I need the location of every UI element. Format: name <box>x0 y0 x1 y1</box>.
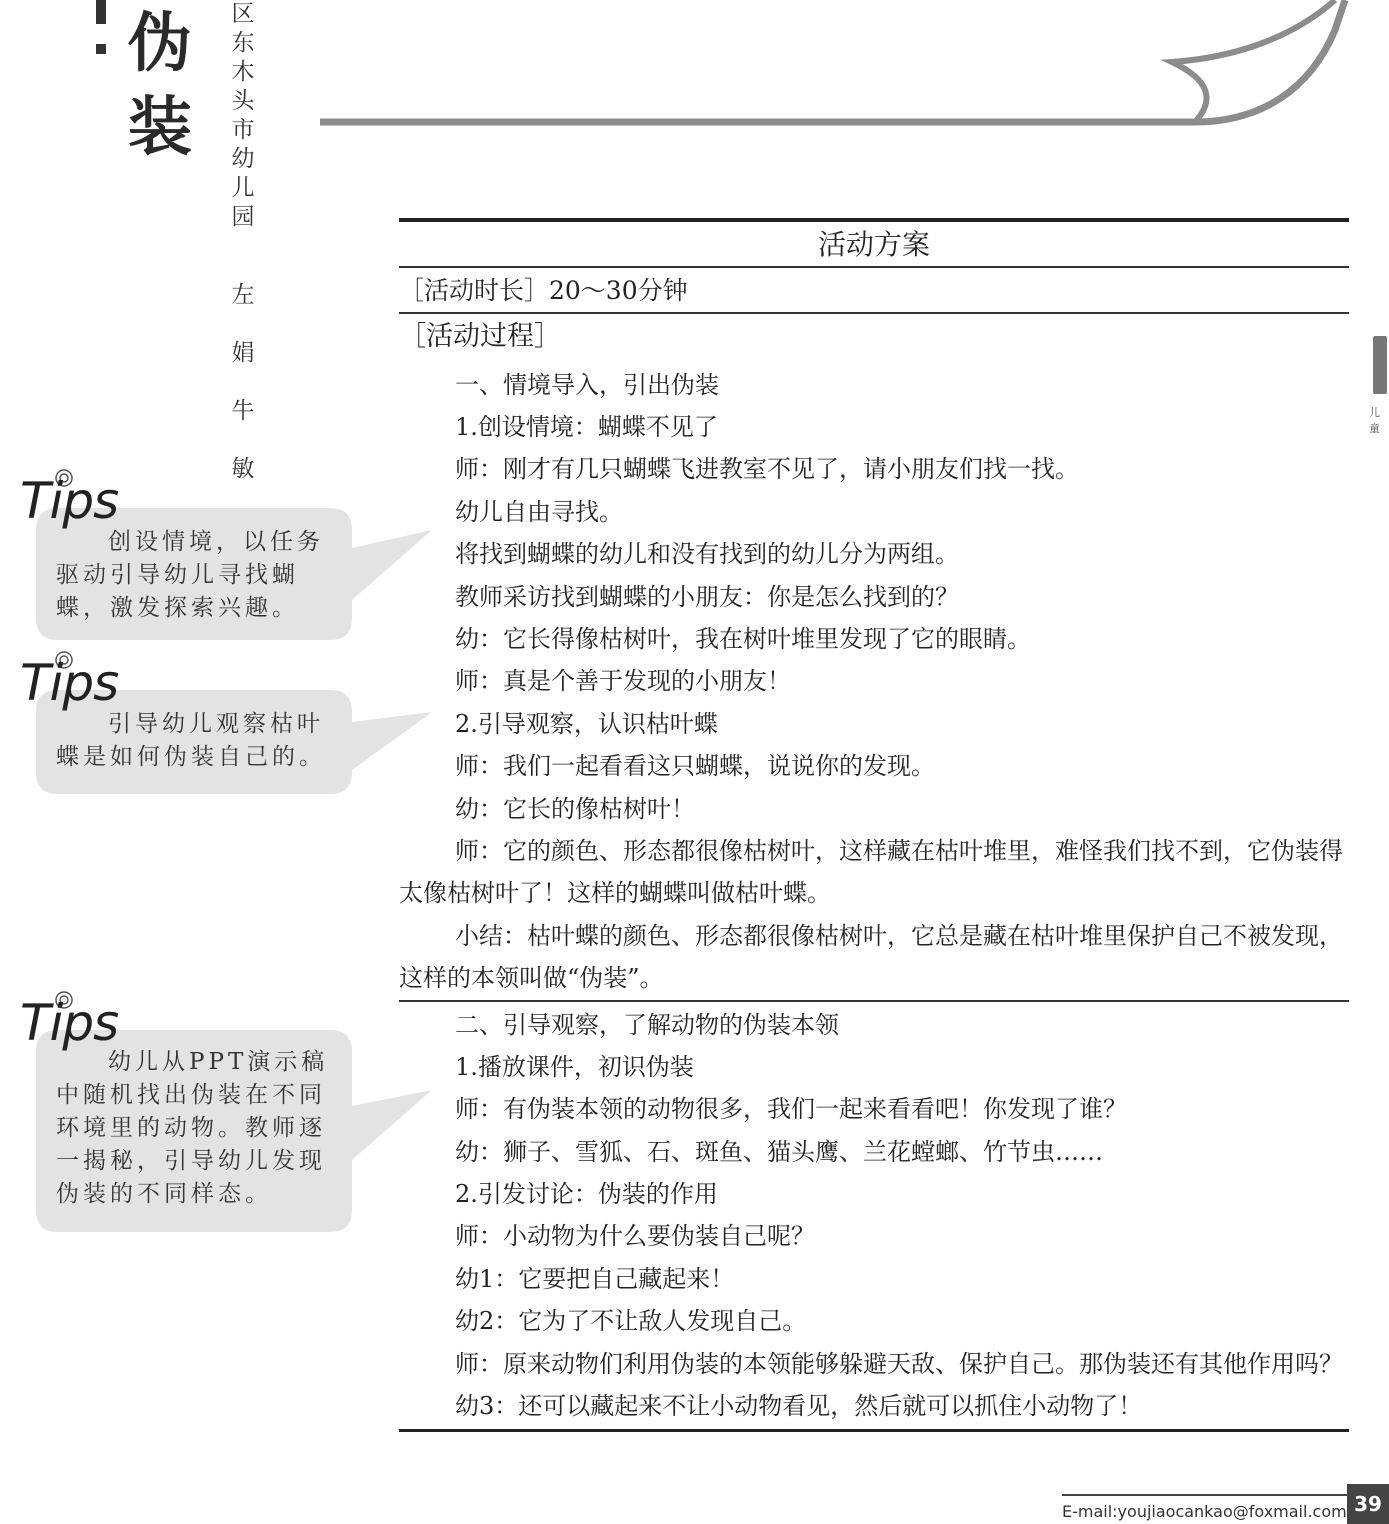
tips-callout-1 <box>20 472 352 640</box>
tips-text: 创设情境，以任务驱动引导幼儿寻找蝴蝶，激发探索兴趣。 <box>56 529 324 621</box>
paragraph-line: 幼儿自由寻找。 <box>455 497 623 526</box>
paragraph-line: 师：小动物为什么要伪装自己呢？ <box>455 1222 815 1251</box>
page-number: 39 <box>1347 1484 1389 1524</box>
paragraph-line: 幼3：还可以藏起来不让小动物看见，然后就可以抓住小动物了！ <box>455 1391 1143 1420</box>
author-org-char: 市 <box>231 117 255 143</box>
author-name-char: 左 <box>231 282 255 308</box>
author-column <box>228 0 258 498</box>
bottom-rule <box>399 1429 1349 1432</box>
author-gap <box>228 232 258 266</box>
section-1-title: 一、情境导入，引出伪装 <box>455 371 719 399</box>
author-org-char: 幼 <box>231 146 255 172</box>
tips-text: 引导幼儿观察枯叶蝶是如何伪装自己的。 <box>56 711 326 770</box>
paragraph: 师：原来动物们利用伪装的本领能够躲避天敌、保护自己。那伪装还有其他作用吗？ <box>455 1349 1343 1378</box>
paragraph-line: 2.引导观察，认识枯叶蝶 <box>455 709 718 738</box>
paragraph-line: 教师采访找到蝴蝶的小朋友：你是怎么找到的？ <box>455 582 959 611</box>
paragraph-line: 师：我们一起看看这只蝴蝶，说说你的发现。 <box>455 752 935 781</box>
author-org-char: 东 <box>231 30 255 56</box>
side-tab-label: 儿童 <box>1369 406 1380 435</box>
paragraph-line: 2.引发讨论：伪装的作用 <box>455 1179 718 1208</box>
tips-callout-3 <box>20 994 352 1232</box>
tips-label: Tips <box>20 994 119 1052</box>
author-org-char: 木 <box>231 59 255 85</box>
paragraph-line: 1.创设情境：蝴蝶不见了 <box>455 413 718 441</box>
paragraph-line: 幼1：它要把自己藏起来！ <box>455 1264 735 1293</box>
tips-callout-2 <box>20 654 352 794</box>
footer-email: E-mail:youjiaocankao@foxmail.com <box>1062 1494 1352 1521</box>
paragraph-line: 师：有伪装本领的动物很多，我们一起来看看吧！你发现了谁？ <box>455 1095 1127 1124</box>
title-mark <box>96 0 106 24</box>
activity-duration: ［活动时长］20～30分钟 <box>399 276 688 305</box>
author-name-char: 敏 <box>231 456 255 482</box>
paragraph-line: 幼：它长的像枯树叶！ <box>455 794 695 823</box>
section-2-title: 二、引导观察，了解动物的伪装本领 <box>455 1010 839 1039</box>
tips-label: Tips <box>20 654 119 712</box>
article-title <box>128 0 208 170</box>
plan-heading: 活动方案 <box>817 228 930 261</box>
author-org-char: 儿 <box>231 175 255 201</box>
page-curl-fold <box>1172 0 1335 122</box>
title-char-1: 伪 <box>128 7 192 81</box>
rule <box>399 1000 1349 1002</box>
title-mark-dot <box>96 44 106 54</box>
author-org-char: 园 <box>231 204 255 230</box>
side-tab-bar <box>1373 336 1387 394</box>
paragraph-line: 将找到蝴蝶的幼儿和没有找到的幼儿分为两组。 <box>455 540 959 569</box>
process-label: ［活动过程］ <box>399 321 561 352</box>
author-name-char: 牛 <box>231 398 255 424</box>
paragraph-line: 师：刚才有几只蝴蝶飞进教室不见了，请小朋友们找一找。 <box>455 455 1079 484</box>
tips-text: 幼儿从PPT演示稿中随机找出伪装在不同环境里的动物。教师逐一揭秘，引导幼儿发现伪装的不同样态。 <box>56 1049 329 1207</box>
paragraph-line: 幼：狮子、雪狐、石、斑鱼、猫头鹰、兰花螳螂、竹节虫…… <box>455 1137 1103 1166</box>
paragraph: 师：它的颜色、形态都很像枯树叶，这样藏在枯叶堆里，难怪我们找不到，它伪装得太像枯树叶了！这样的蝴蝶叫做枯叶蝶。 <box>399 837 1343 908</box>
tips-label: Tips <box>20 472 119 530</box>
activity-plan <box>399 218 1349 1432</box>
paragraph-line: 幼2：它为了不让敌人发现自己。 <box>455 1307 807 1336</box>
title-char-2: 装 <box>128 91 192 165</box>
paragraph-line: 1.播放课件，初识伪装 <box>455 1052 694 1081</box>
paragraph-line: 师：真是个善于发现的小朋友！ <box>455 667 791 696</box>
summary-paragraph: 小结：枯叶蝶的颜色、形态都很像枯树叶，它总是藏在枯叶堆里保护自己不被发现，这样的本领叫做“伪装”。 <box>399 921 1343 993</box>
author-org-char: 头 <box>231 88 255 114</box>
paragraph-line: 幼：它长得像枯树叶，我在树叶堆里发现了它的眼睛。 <box>455 625 1031 654</box>
author-org-char: 区 <box>231 1 255 27</box>
side-tab <box>1369 336 1389 435</box>
author-name-char: 娟 <box>231 340 255 366</box>
